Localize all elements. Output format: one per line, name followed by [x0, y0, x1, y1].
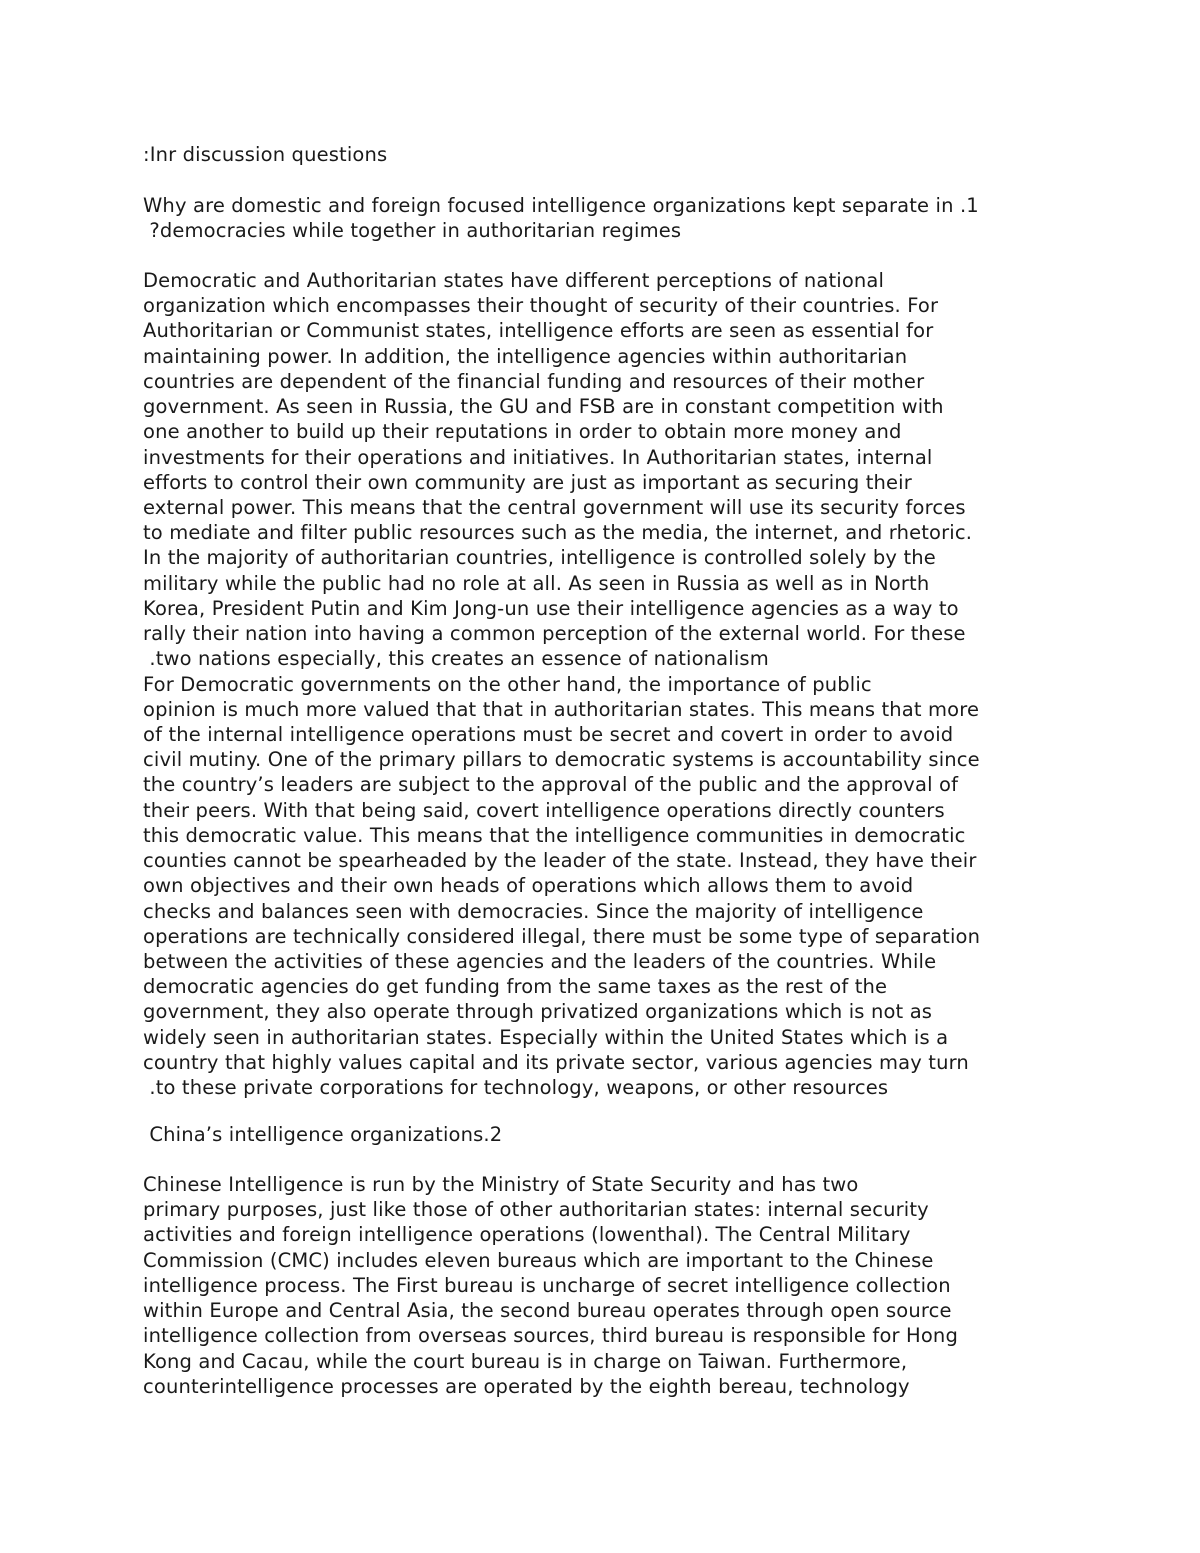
answer-1-line-21: the country’s leaders are subject to the approval of the public and the approval of — [143, 773, 959, 797]
answer-2-line-9: counterintelligence processes are operated by the eighth bereau, technology — [143, 1374, 910, 1398]
answer-1-line-6: government. As seen in Russia, the GU and FSB are in constant competition with — [143, 395, 944, 419]
question-1-line-1: Why are domestic and foreign focused intelligence organizations kept separate in .1 — [143, 194, 979, 217]
answer-1-line-20: civil mutiny. One of the primary pillars to democratic systems is accountability since — [143, 748, 980, 772]
answer-1-line-30: government, they also operate through privatized organizations which is not as — [143, 1000, 933, 1024]
answer-1-line-28: between the activities of these agencies and the leaders of the countries. While — [143, 949, 937, 973]
answer-2-line-7: intelligence collection from overseas sources, third bureau is responsible for Hong — [143, 1324, 958, 1348]
answer-2-line-6: within Europe and Central Asia, the second bureau operates through open source — [143, 1299, 952, 1323]
answer-1-line-31: widely seen in authoritarian states. Especially within the United States which is a — [143, 1025, 949, 1049]
answer-2-line-8: Kong and Cacau, while the court bureau is in charge on Taiwan. Furthermore, — [143, 1349, 908, 1373]
answer-1-line-29: democratic agencies do get funding from the same taxes as the rest of the — [143, 975, 888, 999]
answer-2-line-5: intelligence process. The First bureau is uncharge of secret intelligence collection — [143, 1273, 951, 1297]
answer-1-line-8: investments for their operations and initiatives. In Authoritarian states, internal — [143, 445, 933, 469]
answer-1-line-18: opinion is much more valued that that in authoritarian states. This means that more — [143, 697, 980, 721]
answer-1-line-33: .to these private corporations for technology, weapons, or other resources — [143, 1076, 889, 1100]
answer-1-line-5: countries are dependent of the financial funding and resources of their mother — [143, 369, 925, 393]
answer-1-line-26: checks and balances seen with democracies. Since the majority of intelligence — [143, 899, 924, 923]
answer-1-line-4: maintaining power. In addition, the intelligence agencies within authoritarian — [143, 344, 908, 368]
answer-2-line-3: activities and foreign intelligence operations (lowenthal). The Central Military — [143, 1223, 911, 1247]
answer-1-line-12: In the majority of authoritarian countries, intelligence is controlled solely by the — [143, 546, 936, 570]
answer-1-line-1: Democratic and Authoritarian states have different perceptions of national — [143, 269, 885, 292]
answer-1-line-23: this democratic value. This means that the intelligence communities in democratic — [143, 823, 966, 847]
document-heading: :Inr discussion questions — [143, 143, 388, 166]
answer-1-line-7: one another to build up their reputations in order to obtain more money and — [143, 420, 902, 444]
answer-1-line-13: military while the public had no role at all. As seen in Russia as well as in North — [143, 571, 930, 595]
question-2-heading: China’s intelligence organizations.2 — [143, 1123, 503, 1146]
answer-1-line-11: to mediate and filter public resources such as the media, the internet, and rhetoric. — [143, 521, 973, 545]
answer-2-line-4: Commission (CMC) includes eleven bureaus which are important to the Chinese — [143, 1248, 934, 1272]
answer-1-line-27: operations are technically considered illegal, there must be some type of separation — [143, 924, 981, 948]
answer-1-line-9: efforts to control their own community are just as important as securing their — [143, 470, 912, 494]
answer-1-line-22: their peers. With that being said, covert intelligence operations directly counters — [143, 798, 945, 822]
answer-1-line-24: counties cannot be spearheaded by the leader of the state. Instead, they have their — [143, 849, 977, 873]
answer-1-line-19: of the internal intelligence operations must be secret and covert in order to avoid — [143, 722, 954, 746]
answer-2-line-1: Chinese Intelligence is run by the Ministry of State Security and has two — [143, 1173, 859, 1196]
answer-2-line-2: primary purposes, just like those of other authoritarian states: internal security — [143, 1198, 929, 1222]
answer-1-line-16: .two nations especially, this creates an essence of nationalism — [143, 647, 769, 671]
question-1-line-2: ?democracies while together in authoritarian regimes — [143, 219, 682, 242]
answer-1-line-3: Authoritarian or Communist states, intelligence efforts are seen as essential for — [143, 319, 934, 343]
answer-1-line-25: own objectives and their own heads of operations which allows them to avoid — [143, 874, 914, 898]
answer-1-line-32: country that highly values capital and its private sector, various agencies may turn — [143, 1050, 969, 1074]
answer-1-line-14: Korea, President Putin and Kim Jong-un use their intelligence agencies as a way to — [143, 596, 959, 620]
answer-1-line-17: For Democratic governments on the other hand, the importance of public — [143, 672, 872, 696]
answer-1-line-10: external power. This means that the central government will use its security forces — [143, 495, 966, 519]
answer-1-line-2: organization which encompasses their thought of security of their countries. For — [143, 294, 939, 318]
answer-1-line-15: rally their nation into having a common perception of the external world. For these — [143, 622, 966, 646]
